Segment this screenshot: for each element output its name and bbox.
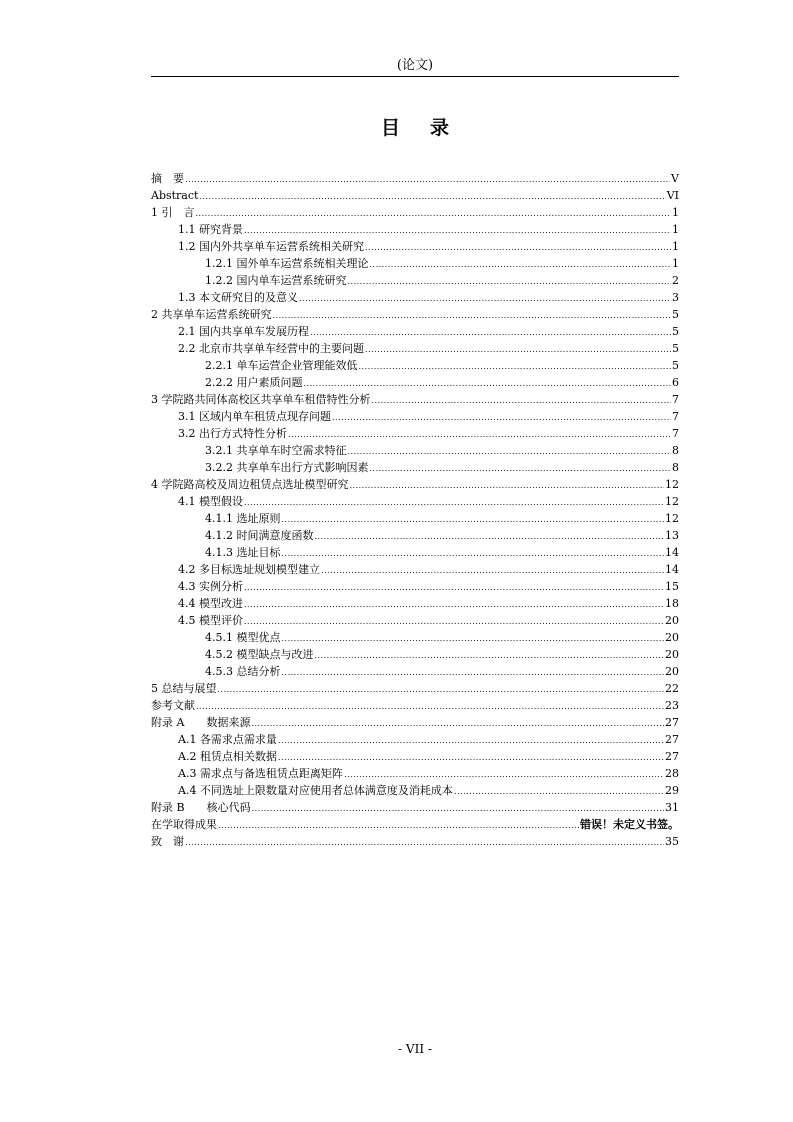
toc-entry[interactable] <box>151 374 679 391</box>
toc-title: 目录 <box>380 117 479 139</box>
toc-leader-dots <box>350 477 665 494</box>
toc-leader-dots <box>278 749 664 766</box>
toc-leader-dots <box>244 596 664 613</box>
toc-entry[interactable] <box>151 782 679 799</box>
toc-entry-title: 2.2.2 用户素质问题 <box>205 376 303 389</box>
toc-entry-page: 3 <box>672 291 679 304</box>
toc-entry[interactable] <box>151 493 679 510</box>
toc-entry-title: 3.1 区域内单车租赁点现存问题 <box>178 410 331 423</box>
toc-entry-title: 4.1.2 时间满意度函数 <box>205 529 314 542</box>
toc-entry-title: 4.5 模型评价 <box>178 614 243 627</box>
toc-entry-title: 2.2 北京市共享单车经营中的主要问题 <box>178 342 364 355</box>
toc-entry-title: A.1 各需求点需求量 <box>178 733 277 746</box>
toc-entry-page: 20 <box>665 648 679 661</box>
toc-entry-title: 4.1.3 选址目标 <box>205 546 281 559</box>
toc-leader-dots <box>315 647 665 664</box>
toc-entry-title: 1 引 言 <box>151 206 195 219</box>
toc-leader-dots <box>273 307 672 324</box>
toc-leader-dots <box>218 817 579 834</box>
toc-entry[interactable] <box>151 595 679 612</box>
toc-entry-page: 错误！未定义书签。 <box>580 818 679 831</box>
toc-entry[interactable] <box>151 646 679 663</box>
toc-leader-dots <box>185 171 670 188</box>
toc-leader-dots <box>344 766 664 783</box>
toc-entry[interactable] <box>151 476 679 493</box>
toc-entry-title: 附录 A 数据来源 <box>151 716 251 729</box>
toc-entry-title: A.3 需求点与备选租赁点距离矩阵 <box>178 767 343 780</box>
toc-entry-page: 15 <box>665 580 679 593</box>
toc-entry-page: 18 <box>665 597 679 610</box>
toc-entry-title: 3.2.2 共享单车出行方式影响因素 <box>205 461 369 474</box>
toc-leader-dots <box>372 392 672 409</box>
toc-leader-dots <box>299 290 671 307</box>
toc-entry-page: 20 <box>665 631 679 644</box>
toc-leader-dots <box>218 681 665 698</box>
toc-entry[interactable] <box>151 289 679 306</box>
toc-entry-title: 1.2 国内外共享单车运营系统相关研究 <box>178 240 364 253</box>
toc-entry-page: VI <box>666 189 679 202</box>
toc-entry-page: 7 <box>672 393 679 406</box>
toc-leader-dots <box>196 205 672 222</box>
toc-entry-title: 4.1 模型假设 <box>178 495 243 508</box>
toc-entry-title: 4.1.1 选址原则 <box>205 512 281 525</box>
toc-entry-title: 4.5.2 模型缺点与改进 <box>205 648 314 661</box>
toc-leader-dots <box>252 800 664 817</box>
toc-entry-title: 3.2 出行方式特性分析 <box>178 427 287 440</box>
toc-entry[interactable] <box>151 578 679 595</box>
toc-entry-title: 在学取得成果 <box>151 818 217 831</box>
toc-entry[interactable] <box>151 731 679 748</box>
toc-entry[interactable] <box>151 255 679 272</box>
toc-entry[interactable] <box>151 612 679 629</box>
toc-entry[interactable] <box>151 697 679 714</box>
toc-entry-page: 20 <box>665 665 679 678</box>
toc-entry[interactable] <box>151 663 679 680</box>
toc-leader-dots <box>251 715 664 732</box>
table-of-contents <box>151 170 679 850</box>
toc-entry-page: 31 <box>665 801 679 814</box>
toc-entry[interactable] <box>151 816 679 833</box>
toc-leader-dots <box>244 494 664 511</box>
toc-entry-page: 1 <box>672 223 679 236</box>
toc-entry-page: 1 <box>672 240 679 253</box>
toc-entry[interactable] <box>151 748 679 765</box>
toc-entry-page: 27 <box>665 733 679 746</box>
toc-leader-dots <box>244 579 664 596</box>
toc-entry-page: 35 <box>665 835 679 848</box>
toc-entry-page: 23 <box>665 699 679 712</box>
toc-leader-dots <box>282 630 665 647</box>
toc-entry-title: 1.2.1 国外单车运营系统相关理论 <box>205 257 369 270</box>
toc-entry-title: A.2 租赁点相关数据 <box>178 750 277 763</box>
toc-leader-dots <box>365 239 671 256</box>
toc-leader-dots <box>321 562 664 579</box>
toc-entry[interactable] <box>151 714 679 731</box>
page-header: (论文) <box>396 58 434 73</box>
toc-entry-page: 27 <box>665 750 679 763</box>
toc-entry[interactable] <box>151 799 679 816</box>
toc-entry-title: Abstract <box>151 189 199 202</box>
toc-leader-dots <box>310 324 671 341</box>
toc-entry[interactable] <box>151 629 679 646</box>
toc-entry-page: 29 <box>665 784 679 797</box>
toc-leader-dots <box>196 698 664 715</box>
toc-entry[interactable] <box>151 170 679 187</box>
toc-entry[interactable] <box>151 238 679 255</box>
toc-entry[interactable] <box>151 306 679 323</box>
toc-entry-title: 1.2.2 国内单车运营系统研究 <box>205 274 347 287</box>
toc-entry-title: 3.2.1 共享单车时空需求特征 <box>205 444 347 457</box>
toc-entry-title: 致 谢 <box>151 835 184 848</box>
toc-entry[interactable] <box>151 221 679 238</box>
toc-entry-page: 12 <box>665 495 679 508</box>
toc-entry-title: 4.4 模型改进 <box>178 597 243 610</box>
toc-leader-dots <box>365 341 671 358</box>
toc-leader-dots <box>244 613 664 630</box>
toc-entry-title: 附录 B 核心代码 <box>151 801 251 814</box>
toc-entry[interactable] <box>151 391 679 408</box>
toc-leader-dots <box>282 664 665 681</box>
toc-leader-dots <box>370 460 672 477</box>
toc-leader-dots <box>348 273 672 290</box>
toc-entry-title: 摘 要 <box>151 172 184 185</box>
toc-leader-dots <box>244 222 671 239</box>
toc-entry-page: 7 <box>672 427 679 440</box>
toc-entry-page: 27 <box>665 716 679 729</box>
toc-entry-page: 13 <box>665 529 679 542</box>
toc-entry-title: 2.1 国内共享单车发展历程 <box>178 325 309 338</box>
toc-entry-title: 4.5.3 总结分析 <box>205 665 281 678</box>
toc-entry[interactable] <box>151 765 679 782</box>
toc-entry-page: 8 <box>672 444 679 457</box>
toc-entry-page: 6 <box>672 376 679 389</box>
toc-leader-dots <box>304 375 672 392</box>
toc-entry-page: 20 <box>665 614 679 627</box>
toc-entry-page: 14 <box>665 563 679 576</box>
toc-leader-dots <box>282 511 665 528</box>
toc-entry-page: 22 <box>665 682 679 695</box>
toc-entry-page: 1 <box>672 206 679 219</box>
page-number: - VII - <box>398 1042 432 1056</box>
toc-entry[interactable] <box>151 561 679 578</box>
toc-leader-dots <box>370 256 672 273</box>
toc-entry-page: 7 <box>672 410 679 423</box>
toc-entry-title: 3 学院路共同体高校区共享单车租借特性分析 <box>151 393 371 406</box>
toc-entry[interactable] <box>151 187 679 204</box>
toc-entry[interactable] <box>151 204 679 221</box>
toc-leader-dots <box>359 358 672 375</box>
toc-leader-dots <box>282 545 665 562</box>
toc-entry-page: V <box>671 172 679 185</box>
toc-entry-title: 2.2.1 单车运营企业管理能效低 <box>205 359 358 372</box>
toc-entry-page: 5 <box>672 342 679 355</box>
toc-entry-page: 12 <box>665 512 679 525</box>
toc-leader-dots <box>288 426 671 443</box>
toc-entry-title: 4.5.1 模型优点 <box>205 631 281 644</box>
header-rule <box>151 76 679 77</box>
toc-entry-page: 5 <box>672 359 679 372</box>
toc-entry-page: 8 <box>672 461 679 474</box>
toc-entry-title: 1.1 研究背景 <box>178 223 243 236</box>
toc-entry-page: 14 <box>665 546 679 559</box>
toc-entry-title: 1.3 本文研究目的及意义 <box>178 291 298 304</box>
toc-entry[interactable] <box>151 833 679 850</box>
toc-entry[interactable] <box>151 459 679 476</box>
toc-entry-title: 4.3 实例分析 <box>178 580 243 593</box>
toc-leader-dots <box>199 188 665 205</box>
toc-entry-title: 4.2 多目标选址规划模型建立 <box>178 563 320 576</box>
toc-entry-page: 28 <box>665 767 679 780</box>
toc-entry-page: 5 <box>672 308 679 321</box>
toc-entry[interactable] <box>151 425 679 442</box>
toc-entry[interactable] <box>151 323 679 340</box>
toc-leader-dots <box>454 783 664 800</box>
toc-leader-dots <box>278 732 664 749</box>
toc-entry[interactable] <box>151 408 679 425</box>
toc-entry-title: 4 学院路高校及周边租赁点选址模型研究 <box>151 478 349 491</box>
toc-leader-dots <box>348 443 672 460</box>
toc-entry-page: 5 <box>672 325 679 338</box>
toc-entry-page: 1 <box>672 257 679 270</box>
toc-entry-page: 2 <box>672 274 679 287</box>
toc-entry[interactable] <box>151 544 679 561</box>
toc-entry[interactable] <box>151 527 679 544</box>
toc-entry-title: A.4 不同选址上限数量对应使用者总体满意度及消耗成本 <box>178 784 453 797</box>
toc-leader-dots <box>315 528 665 545</box>
toc-entry[interactable] <box>151 680 679 697</box>
toc-entry-title: 5 总结与展望 <box>151 682 217 695</box>
toc-entry[interactable] <box>151 357 679 374</box>
toc-leader-dots <box>185 834 664 851</box>
toc-entry[interactable] <box>151 510 679 527</box>
toc-entry[interactable] <box>151 340 679 357</box>
toc-entry-title: 参考文献 <box>151 699 195 712</box>
toc-entry[interactable] <box>151 442 679 459</box>
toc-entry-title: 2 共享单车运营系统研究 <box>151 308 272 321</box>
toc-leader-dots <box>332 409 671 426</box>
toc-entry[interactable] <box>151 272 679 289</box>
toc-entry-page: 12 <box>665 478 679 491</box>
